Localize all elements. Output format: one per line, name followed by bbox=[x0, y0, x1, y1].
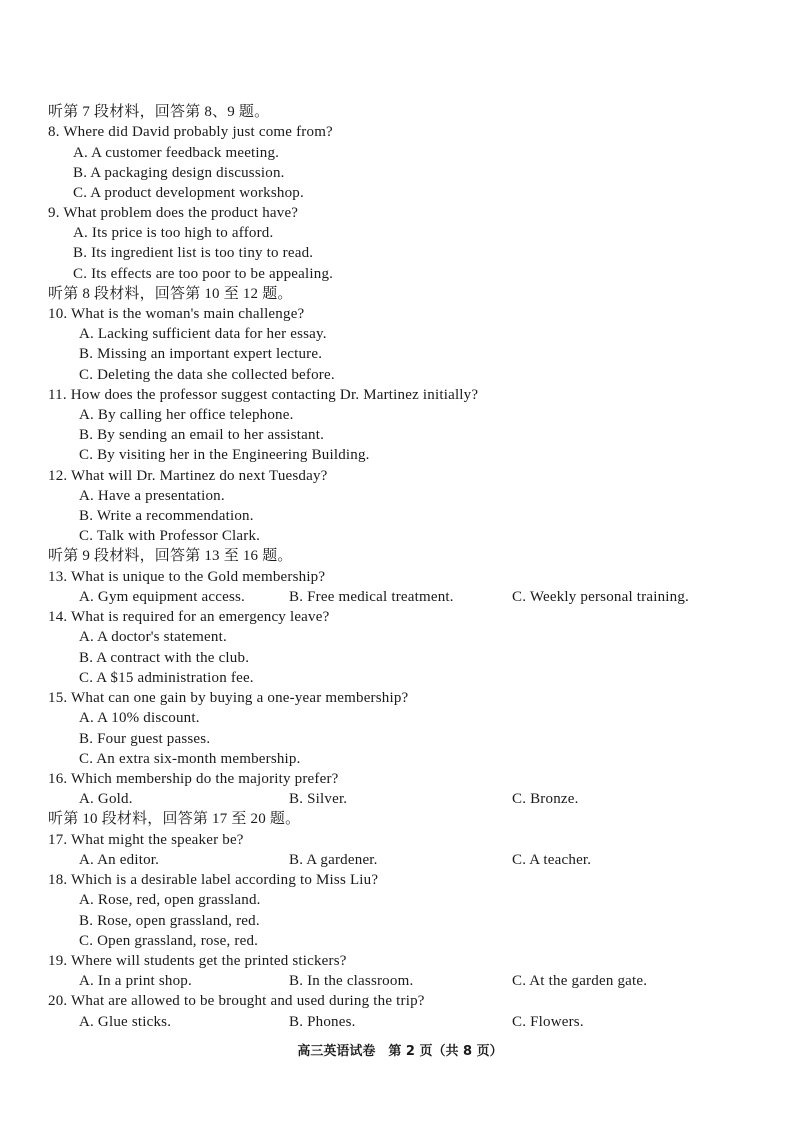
q18-option-a: A. Rose, red, open grassland. bbox=[79, 892, 261, 908]
q17-options-row bbox=[79, 850, 729, 870]
q8-option-a: A. A customer feedback meeting. bbox=[73, 145, 280, 161]
q20-option-b: B. Phones. bbox=[289, 1014, 356, 1030]
q18-option-b: B. Rose, open grassland, red. bbox=[79, 913, 260, 929]
q19-option-c: C. At the garden gate. bbox=[512, 973, 648, 989]
q9-option-a: A. Its price is too high to afford. bbox=[73, 225, 274, 241]
question-12: 12. What will Dr. Martinez do next Tuesday? bbox=[48, 468, 328, 484]
q12-option-a: A. Have a presentation. bbox=[79, 488, 225, 504]
section-heading-8: 听第 8 段材料，回答第 10 至 12 题。 bbox=[48, 286, 293, 302]
q14-option-b: B. A contract with the club. bbox=[79, 650, 250, 666]
q16-option-b: B. Silver. bbox=[289, 791, 348, 807]
q19-option-a: A. In a print shop. bbox=[79, 973, 192, 989]
q13-options-row bbox=[79, 587, 729, 607]
question-13: 13. What is unique to the Gold membership? bbox=[48, 569, 326, 585]
q8-option-c: C. A product development workshop. bbox=[73, 185, 304, 201]
question-19: 19. Where will students get the printed stickers? bbox=[48, 953, 347, 969]
q17-option-c: C. A teacher. bbox=[512, 852, 592, 868]
q20-option-c: C. Flowers. bbox=[512, 1014, 584, 1030]
section-heading-7: 听第 7 段材料，回答第 8、9 题。 bbox=[48, 104, 270, 120]
q10-option-b: B. Missing an important expert lecture. bbox=[79, 346, 323, 362]
q15-option-a: A. A 10% discount. bbox=[79, 710, 200, 726]
question-8: 8. Where did David probably just come from? bbox=[48, 124, 333, 140]
q14-option-c: C. A $15 administration fee. bbox=[79, 670, 254, 686]
question-10: 10. What is the woman's main challenge? bbox=[48, 306, 305, 322]
q11-option-b: B. By sending an email to her assistant. bbox=[79, 427, 325, 443]
q12-option-c: C. Talk with Professor Clark. bbox=[79, 528, 261, 544]
q12-option-b: B. Write a recommendation. bbox=[79, 508, 254, 524]
q13-option-c: C. Weekly personal training. bbox=[512, 589, 689, 605]
q17-option-b: B. A gardener. bbox=[289, 852, 378, 868]
q19-options-row bbox=[79, 971, 729, 991]
q9-option-c: C. Its effects are too poor to be appealing. bbox=[73, 266, 334, 282]
q16-options-row bbox=[79, 789, 729, 809]
q16-option-c: C. Bronze. bbox=[512, 791, 579, 807]
q15-option-c: C. An extra six-month membership. bbox=[79, 751, 301, 767]
q14-option-a: A. A doctor's statement. bbox=[79, 629, 227, 645]
question-14: 14. What is required for an emergency leave? bbox=[48, 609, 330, 625]
question-16: 16. Which membership do the majority prefer? bbox=[48, 771, 339, 787]
section-heading-9: 听第 9 段材料，回答第 13 至 16 题。 bbox=[48, 548, 293, 564]
q15-option-b: B. Four guest passes. bbox=[79, 731, 211, 747]
q20-options-row bbox=[79, 1012, 729, 1032]
q13-option-b: B. Free medical treatment. bbox=[289, 589, 454, 605]
question-11: 11. How does the professor suggest contacting Dr. Martinez initially? bbox=[48, 387, 479, 403]
question-18: 18. Which is a desirable label according to Miss Liu? bbox=[48, 872, 379, 888]
q16-option-a: A. Gold. bbox=[79, 791, 133, 807]
q8-option-b: B. A packaging design discussion. bbox=[73, 165, 285, 181]
question-20: 20. What are allowed to be brought and used during the trip? bbox=[48, 993, 425, 1009]
question-15: 15. What can one gain by buying a one-year membership? bbox=[48, 690, 409, 706]
question-17: 17. What might the speaker be? bbox=[48, 832, 244, 848]
section-heading-10: 听第 10 段材料，回答第 17 至 20 题。 bbox=[48, 811, 301, 827]
q11-option-c: C. By visiting her in the Engineering Building. bbox=[79, 447, 370, 463]
q13-option-a: A. Gym equipment access. bbox=[79, 589, 246, 605]
q11-option-a: A. By calling her office telephone. bbox=[79, 407, 294, 423]
page-footer: 高三英语试卷 第 2 页（共 8 页） bbox=[297, 1044, 503, 1059]
q18-option-c: C. Open grassland, rose, red. bbox=[79, 933, 259, 949]
q20-option-a: A. Glue sticks. bbox=[79, 1014, 172, 1030]
question-9: 9. What problem does the product have? bbox=[48, 205, 299, 221]
q10-option-c: C. Deleting the data she collected before. bbox=[79, 367, 335, 383]
q10-option-a: A. Lacking sufficient data for her essay. bbox=[79, 326, 327, 342]
q19-option-b: B. In the classroom. bbox=[289, 973, 414, 989]
q9-option-b: B. Its ingredient list is too tiny to read. bbox=[73, 245, 314, 261]
q17-option-a: A. An editor. bbox=[79, 852, 160, 868]
